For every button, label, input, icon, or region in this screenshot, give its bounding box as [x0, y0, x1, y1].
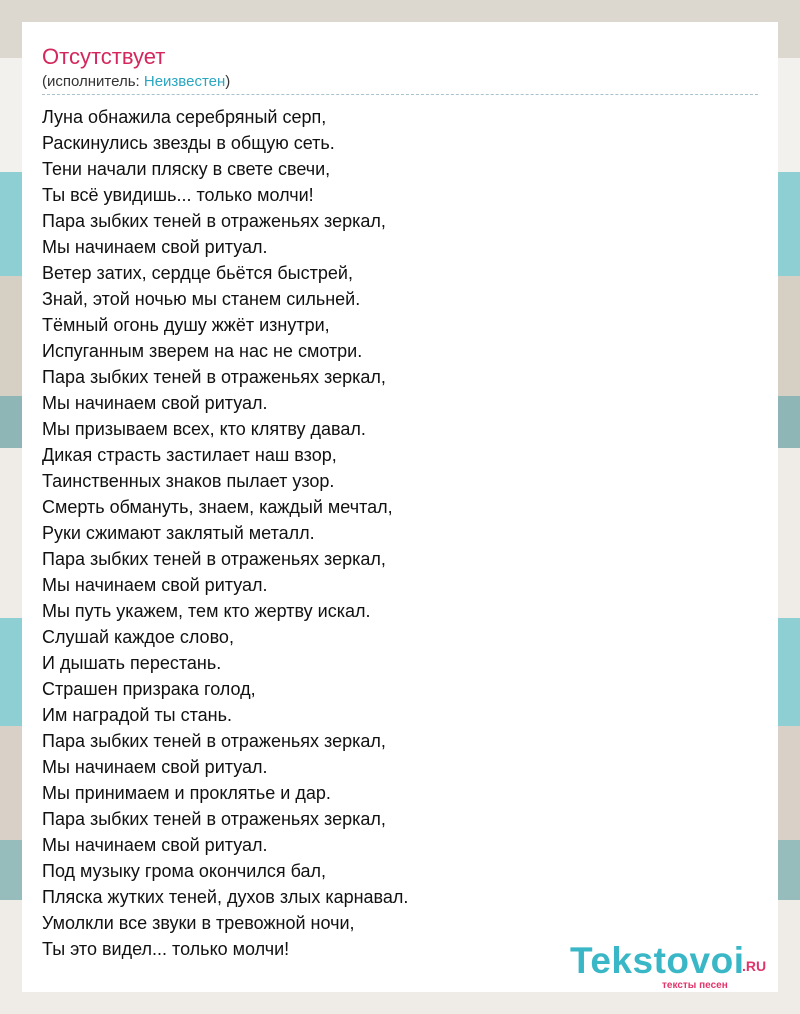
- lyric-line: Пара зыбких теней в отраженьях зеркал,: [42, 549, 386, 569]
- lyric-line: Пара зыбких теней в отраженьях зеркал,: [42, 211, 386, 231]
- lyric-line: Ты это видел... только молчи!: [42, 939, 290, 959]
- lyric-line: Тёмный огонь душу жжёт изнутри,: [42, 315, 330, 335]
- logo-domain: .RU: [742, 958, 767, 974]
- lyric-line: Руки сжимают заклятый металл.: [42, 523, 315, 543]
- lyric-line: Раскинулись звезды в общую сеть.: [42, 133, 335, 153]
- lyric-line: Таинственных знаков пылает узор.: [42, 471, 335, 491]
- lyric-line: Ветер затих, сердце бьётся быстрей,: [42, 263, 353, 283]
- artist-link[interactable]: Неизвестен: [143, 73, 226, 90]
- lyric-line: Пляска жутких теней, духов злых карнавал.: [42, 887, 409, 907]
- site-logo[interactable]: [570, 940, 776, 992]
- lyric-line: Мы путь укажем, тем кто жертву искал.: [42, 601, 371, 621]
- lyric-line: Дикая страсть застилает наш взор,: [42, 445, 337, 465]
- performer-suffix: ): [225, 73, 231, 90]
- lyric-line: Пара зыбких теней в отраженьях зеркал,: [42, 731, 386, 751]
- lyric-line: Мы призываем всех, кто клятву давал.: [42, 419, 366, 439]
- lyric-line: Умолкли все звуки в тревожной ночи,: [42, 913, 355, 933]
- title-divider: [42, 94, 758, 95]
- lyric-line: Пара зыбких теней в отраженьях зеркал,: [42, 809, 386, 829]
- lyric-line: Мы принимаем и проклятье и дар.: [42, 783, 331, 803]
- lyric-line: Им наградой ты стань.: [42, 705, 232, 725]
- lyrics-text: [42, 104, 408, 962]
- lyric-line: Мы начинаем свой ритуал.: [42, 835, 268, 855]
- lyric-line: Испуганным зверем на нас не смотри.: [42, 341, 363, 361]
- performer-line: [42, 73, 230, 90]
- lyric-line: Мы начинаем свой ритуал.: [42, 575, 268, 595]
- lyric-line: Мы начинаем свой ритуал.: [42, 237, 268, 257]
- lyric-line: Пара зыбких теней в отраженьях зеркал,: [42, 367, 386, 387]
- lyric-line: Под музыку грома окончился бал,: [42, 861, 327, 881]
- lyric-line: Ты всё увидишь... только молчи!: [42, 185, 314, 205]
- lyric-line: Слушай каждое слово,: [42, 627, 234, 647]
- logo-wordmark: Tekstovoi: [570, 940, 745, 981]
- performer-prefix: (исполнитель:: [42, 73, 144, 90]
- lyric-line: Мы начинаем свой ритуал.: [42, 393, 268, 413]
- lyric-line: Мы начинаем свой ритуал.: [42, 757, 268, 777]
- logo-tagline: тексты песен: [662, 980, 728, 991]
- lyric-line: И дышать перестань.: [42, 653, 222, 673]
- lyric-line: Тени начали пляску в свете свечи,: [42, 159, 331, 179]
- lyric-line: Смерть обмануть, знаем, каждый мечтал,: [42, 497, 393, 517]
- song-title: Отсутствует: [42, 44, 166, 69]
- lyric-line: Знай, этой ночью мы станем сильней.: [42, 289, 361, 309]
- lyric-line: Страшен призрака голод,: [42, 679, 256, 699]
- lyrics-card: [22, 22, 778, 992]
- lyric-line: Луна обнажила серебряный серп,: [42, 107, 327, 127]
